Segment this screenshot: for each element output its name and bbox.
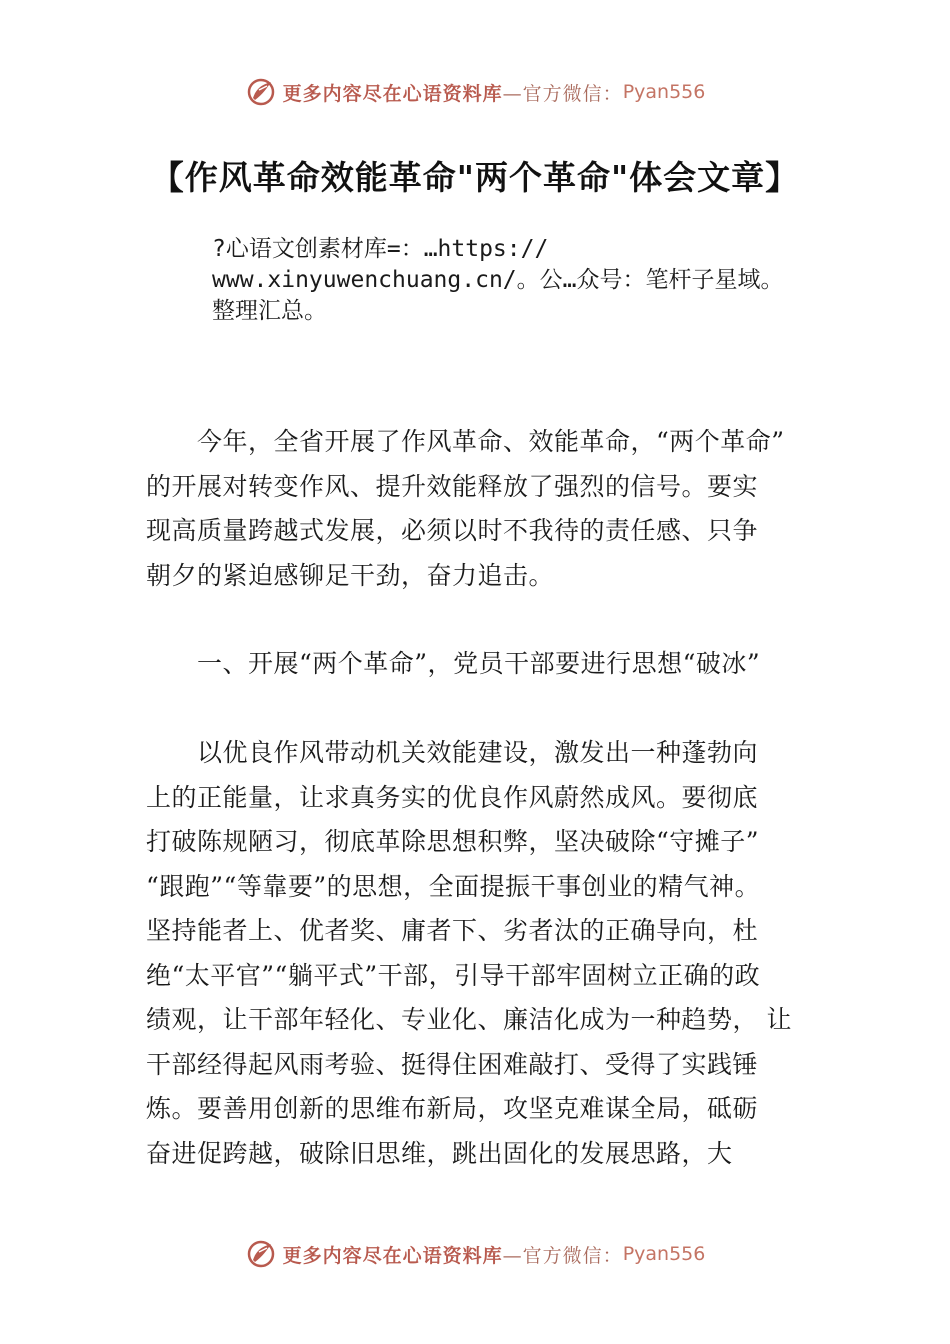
paragraph-body	[146, 731, 816, 1176]
text-line: 以优良作风带动机关效能建设，激发出一种蓬勃向	[146, 738, 759, 767]
text-line: 朝夕的紧迫感铆足干劲，奋力追击。	[146, 560, 555, 590]
paragraph-intro	[146, 420, 816, 598]
document-title: 【作风革命效能革命"两个革命"体会文章】	[150, 158, 800, 197]
text-line: 上的正能量，让求真务实的优良作风蔚然成风。要彻底	[146, 782, 759, 812]
source-note	[212, 234, 852, 327]
logo-icon	[245, 76, 277, 108]
source-note-line: www.xinyuwenchuang.cn/。公…众号：笔杆子星域。	[212, 267, 784, 293]
text-line: 炼。要善用创新的思维布新局，攻坚克难谋全局，砥砺	[146, 1094, 759, 1123]
section-heading	[146, 642, 816, 687]
banner-text-wechat-id: Pyan556	[622, 81, 706, 103]
text-line: 坚持能者上、优者奖、庸者下、劣者汰的正确导向，杜	[146, 916, 759, 945]
banner-text-wechat-label: —官方微信：	[502, 82, 623, 105]
text-line: 绩观，让干部年轻化、专业化、廉洁化成为一种趋势， 让	[146, 1005, 792, 1034]
text-line: 一、开展“两个革命”，党员干部要进行思想“破冰”	[146, 649, 761, 678]
logo-icon	[245, 1238, 277, 1270]
banner-text-wechat-label: —官方微信：	[502, 1244, 623, 1267]
text-line: 打破陈规陋习，彻底革除思想积弊，坚决破除“守摊子”	[146, 827, 760, 856]
text-line: 的开展对转变作风、提升效能释放了强烈的信号。要实	[146, 471, 759, 501]
text-line: 干部经得起风雨考验、挺得住困难敲打、受得了实践锤	[146, 1049, 759, 1079]
banner-text-main: 更多内容尽在心语资料库	[282, 1244, 503, 1267]
source-note-line: 整理汇总。	[212, 298, 327, 324]
text-line: 奋进促跨越，破除旧思维，跳出固化的发展思路，大	[146, 1138, 733, 1168]
text-line: 绝“太平官”“躺平式”干部，引导干部牢固树立正确的政	[146, 960, 761, 990]
header-banner	[0, 72, 950, 112]
source-note-line: ?心语文创素材库=：…https://	[212, 236, 549, 262]
banner-text-wechat-id: Pyan556	[622, 1243, 706, 1265]
banner-text-main: 更多内容尽在心语资料库	[282, 82, 503, 105]
text-line: 现高质量跨越式发展，必须以时不我待的责任感、只争	[146, 516, 759, 545]
text-line: “跟跑”“等靠要”的思想，全面提振干事创业的精气神。	[146, 871, 761, 901]
footer-banner	[0, 1234, 950, 1274]
text-line: 今年，全省开展了作风革命、效能革命，“两个革命”	[146, 427, 785, 456]
